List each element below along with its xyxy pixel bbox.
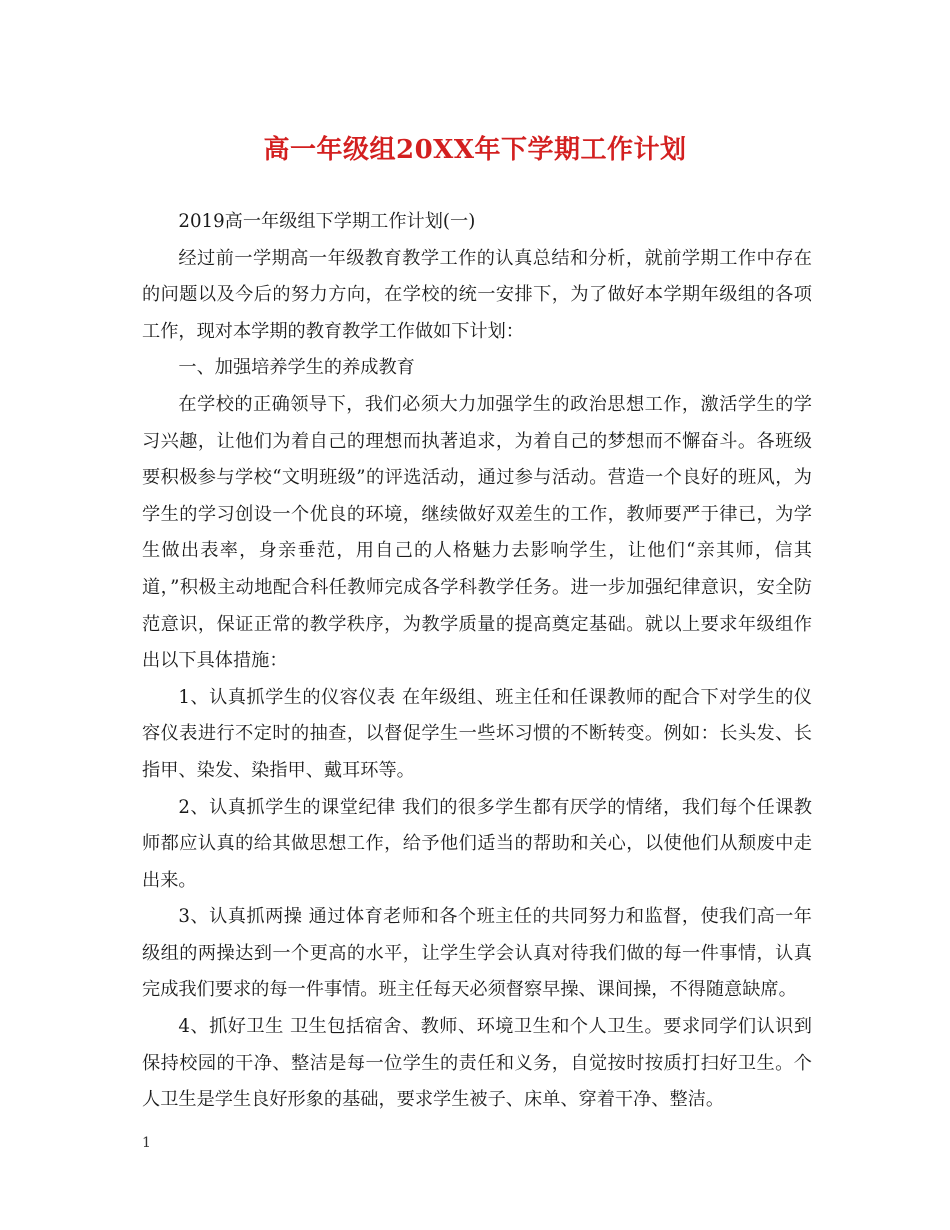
document-title: 高一年级组20XX年下学期工作计划 <box>263 135 687 165</box>
document-body <box>142 204 812 1119</box>
measure-item-1: 1、认真抓学生的仪容仪表 在年级组、班主任和任课教师的配合下对学生的仪容仪表进行不定时的抽查，以督促学生一些坏习惯的不断转变。例如：长头发、长指甲、染发、染指甲、戴耳环等。 <box>142 686 812 781</box>
paragraph-subtitle: 2019高一年级组下学期工作计划(一) <box>178 211 476 232</box>
paragraph-section-body: 在学校的正确领导下，我们必须大力加强学生的政治思想工作，激活学生的学习兴趣，让他们为着自己的理想而执著追求，为着自己的梦想而不懈奋斗。各班级要积极参与学校“文明班级”的评选活动，通过参与活动。营造一个良好的班风，为学生的学习创设一个优良的环境，继续做好双差生的工作，教师要严于律已，为学生做出表率，身亲垂范，用自己的人格魅力去影响学生，让他们“亲其师，信其道，”积极主动地配合科任教师完成各学科教学任务。进一步加强纪律意识，安全防范意识，保证正常的教学秩序，为教学质量的提高奠定基础。就以上要求年级组作出以下具体措施： <box>142 393 812 672</box>
measure-item-2: 2、认真抓学生的课堂纪律 我们的很多学生都有厌学的情绪，我们每个任课教师都应认真的给其做思想工作，给予他们适当的帮助和关心，以使他们从颓废中走出来。 <box>142 796 812 891</box>
paragraph-intro: 经过前一学期高一年级教育教学工作的认真总结和分析，就前学期工作中存在的问题以及今后的努力方向，在学校的统一安排下，为了做好本学期年级组的各项工作，现对本学期的教育教学工作做如下计划： <box>142 247 812 342</box>
section-heading: 一、加强培养学生的养成教育 <box>178 357 415 379</box>
measure-item-4: 4、抓好卫生 卫生包括宿舍、教师、环境卫生和个人卫生。要求同学们认识到保持校园的干净、整洁是每一位学生的责任和义务，自觉按时按质打扫好卫生。个人卫生是学生良好形象的基础，要求学生被子、床单、穿着干净、整洁。 <box>142 1016 812 1111</box>
measure-item-3: 3、认真抓两操 通过体育老师和各个班主任的共同努力和监督，使我们高一年级组的两操达到一个更高的水平，让学生学会认真对待我们做的每一件事情，认真完成我们要求的每一件事情。班主任每天必须督察早操、课间操，不得随意缺席。 <box>142 906 812 1001</box>
page-number: 1 <box>142 1135 151 1151</box>
